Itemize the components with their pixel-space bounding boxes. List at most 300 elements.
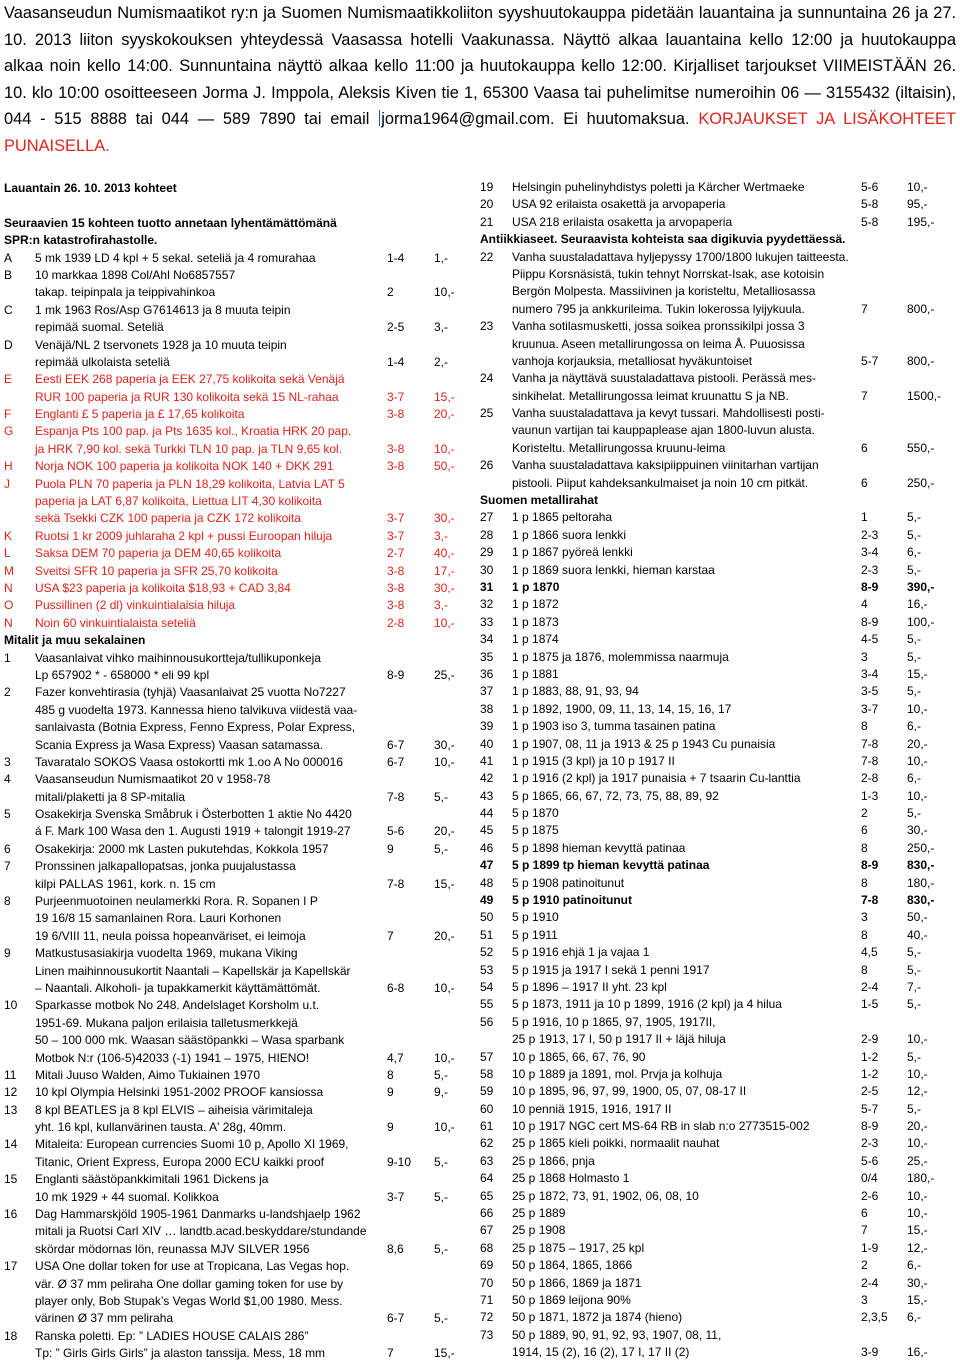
lot-price: 10,- xyxy=(434,754,455,769)
lot-row xyxy=(480,1257,960,1274)
lot-description: 19 16/8 15 samanlainen Rora. Lauri Korhonen xyxy=(35,911,282,926)
lot-condition: 3-7 xyxy=(387,511,405,526)
lot-condition: 3-7 xyxy=(387,1189,405,1204)
lot-row xyxy=(480,1083,960,1100)
lot-price: 10,- xyxy=(434,1050,455,1065)
lot-description: Espanja Pts 100 pap. ja Pts 1635 kol., Kroatia HRK 20 pap. xyxy=(35,424,352,439)
lot-number: 22 xyxy=(480,249,494,264)
intro-email-text: jorma1964@gmail.com. Ei huutomaksua. xyxy=(381,110,699,128)
lot-number: 23 xyxy=(480,319,494,334)
lot-description: Englanti säästöpankkimitali 1961 Dickens ja xyxy=(35,1172,269,1187)
lot-number: 45 xyxy=(480,823,494,838)
lot-number: 34 xyxy=(480,632,494,647)
lot-price: 3,- xyxy=(434,320,449,335)
lot-price: 5,- xyxy=(434,1154,449,1169)
lot-price: 180,- xyxy=(907,875,935,890)
lot-row xyxy=(4,510,456,527)
lot-condition: 2-8 xyxy=(387,615,405,630)
lot-number: N xyxy=(4,580,13,595)
lot-price: 5,- xyxy=(434,1311,449,1326)
lot-description: vanhoja korjauksia, metalliosat hyväkuntoiset xyxy=(512,353,753,368)
lot-description: Tp: ” Girls Girls Girls” ja alaston tanssija. Mess, 18 mm xyxy=(35,1346,326,1361)
lot-row xyxy=(4,945,456,962)
section-heading: Lauantain 26. 10. 2013 kohteet xyxy=(4,181,177,195)
lot-description: kruunua. Aseen metallirungossa on leima Å. Puuosissa xyxy=(512,336,805,351)
lot-description: Scania Express ja Wasa Express) Vaasan satamassa. xyxy=(35,737,324,752)
lot-price: 17,- xyxy=(434,563,455,578)
lot-row xyxy=(480,266,960,283)
lot-price: 20,- xyxy=(907,1119,928,1134)
lot-description: Pussillinen (2 dl) vinkuintialaisia hiluja xyxy=(35,598,236,613)
lot-number: 31 xyxy=(480,579,494,594)
lot-row xyxy=(480,527,960,544)
lot-row xyxy=(4,1276,456,1293)
lot-row xyxy=(4,1084,456,1101)
lot-number: 60 xyxy=(480,1101,494,1116)
lot-number: 1 xyxy=(4,650,11,665)
lot-condition: 2-4 xyxy=(861,1275,879,1290)
lot-description: Sparkasse motbok No 248. Andelslaget Korsholm u.t. xyxy=(35,998,320,1013)
lot-number: 56 xyxy=(480,1014,494,1029)
lot-condition: 8-9 xyxy=(387,667,405,682)
lot-condition: 9-10 xyxy=(387,1154,412,1169)
lot-condition: 3-7 xyxy=(387,389,405,404)
lot-price: 95,- xyxy=(907,197,928,212)
lot-condition: 1-4 xyxy=(387,354,405,369)
lot-price: 5,- xyxy=(907,997,922,1012)
lot-row xyxy=(480,1031,960,1048)
lot-description: USA One dollar token for use at Tropicana, Las Vegas hop. xyxy=(35,1259,350,1274)
lot-description: Purjeenmuotoinen neulamerkki Rora. R. Sopanen I P xyxy=(35,894,318,909)
lot-description: 1 p 1872 xyxy=(512,597,559,612)
lot-price: 25,- xyxy=(434,667,455,682)
lot-condition: 5-6 xyxy=(861,1153,879,1168)
lot-price: 5,- xyxy=(907,562,922,577)
lot-condition: 2-9 xyxy=(861,1032,879,1047)
lot-description: 25 p 1875 – 1917, 25 kpl xyxy=(512,1240,645,1255)
lot-condition: 2-8 xyxy=(861,771,879,786)
lot-price: 5,- xyxy=(907,649,922,664)
lot-condition: 5-6 xyxy=(861,180,879,194)
lot-condition: 3-8 xyxy=(387,598,405,613)
lot-row xyxy=(4,1223,456,1240)
lot-price: 5,- xyxy=(434,789,449,804)
lot-condition: 7 xyxy=(861,388,868,403)
lot-description: sinkihelat. Metallirungossa leimat kruunattu S ja NB. xyxy=(512,388,789,403)
lot-row xyxy=(4,1189,456,1206)
lot-condition: 3-5 xyxy=(861,684,879,699)
lot-price: 30,- xyxy=(434,580,455,595)
lot-condition: 5-7 xyxy=(861,353,879,368)
lot-description: 1951-69. Mukana paljon erilaisia talletusmerkkejä xyxy=(35,1015,298,1030)
lot-description: 19 6/VIII 11, neula poissa hopeanväriset, ei leimoja xyxy=(35,928,306,943)
lot-number: D xyxy=(4,337,13,352)
lot-description: 1 p 1869 suora lenkki, hieman karstaa xyxy=(512,562,715,577)
lot-price: 5,- xyxy=(907,945,922,960)
lot-price: 30,- xyxy=(434,511,455,526)
lot-price: 5,- xyxy=(907,684,922,699)
lot-description: 1 p 1892, 1900, 09, 11, 13, 14, 15, 16, 17 xyxy=(512,701,732,716)
lot-description: 50 p 1871, 1872 ja 1874 (hieno) xyxy=(512,1310,683,1325)
lot-row xyxy=(480,1344,960,1361)
lot-condition: 3-8 xyxy=(387,441,405,456)
lot-row xyxy=(4,389,456,406)
lot-row xyxy=(4,806,456,823)
lot-description: Motbok N:r (106-5)42033 (-1) 1941 – 1975, HIENO! xyxy=(35,1050,310,1065)
lot-price: 5,- xyxy=(434,1189,449,1204)
lot-description: 1 p 1875 ja 1876, molemmissa naarmuja xyxy=(512,649,729,664)
lot-row xyxy=(4,1293,456,1310)
lot-number: 61 xyxy=(480,1119,494,1134)
lot-description: 50 p 1866, 1869 ja 1871 xyxy=(512,1275,642,1290)
lot-number: 62 xyxy=(480,1136,494,1151)
lot-row xyxy=(480,544,960,561)
lot-row xyxy=(4,963,456,980)
lot-number: 7 xyxy=(4,859,11,874)
lot-description: sekä Tsekki CZK 100 paperia ja CZK 172 kolikoita xyxy=(35,511,301,526)
section-heading: SPR:n katastrofirahastolle. xyxy=(4,233,158,248)
lot-number: G xyxy=(4,424,14,439)
lot-row xyxy=(480,753,960,770)
lot-price: 10,- xyxy=(907,701,928,716)
lot-number: 21 xyxy=(480,214,494,229)
lot-condition: 3-7 xyxy=(387,528,405,543)
lot-number: 2 xyxy=(4,685,11,700)
lot-condition: 1-5 xyxy=(861,997,879,1012)
section-heading: Antiikkiaseet. Seuraavista kohteista saa digikuvia pyydettäessä. xyxy=(480,232,846,247)
lot-description: 50 p 1869 leijona 90% xyxy=(512,1293,631,1307)
lot-description: 5 p 1899 tp hieman kevyttä patinaa xyxy=(512,858,710,873)
lot-price: 830,- xyxy=(907,893,935,908)
lot-condition: 3-7 xyxy=(861,701,879,716)
lot-description: Ranska poletti. Ep: ” LADIES HOUSE CALAIS 286” xyxy=(35,1328,309,1343)
lot-condition: 6 xyxy=(861,475,868,490)
lot-condition: 7 xyxy=(387,1346,394,1361)
lot-description: 25 p 1866, pnja xyxy=(512,1153,595,1168)
lot-description: Norja NOK 100 paperia ja kolikoita NOK 140 + DKK 291 xyxy=(35,459,334,474)
lot-description: Osakekirja Svenska Småbruk i Österbotten 1 aktie No 4420 xyxy=(35,807,352,822)
lot-number: A xyxy=(4,250,13,265)
lot-description: Mitali Juuso Walden, Aimo Tukiainen 1970 xyxy=(35,1067,261,1082)
lot-row xyxy=(4,493,456,510)
lot-condition: 9 xyxy=(387,841,394,856)
lot-condition: 7 xyxy=(861,1223,868,1238)
lot-row xyxy=(480,927,960,944)
lot-number: 59 xyxy=(480,1084,494,1099)
lot-price: 30,- xyxy=(434,737,455,752)
lot-row xyxy=(4,1102,456,1119)
lot-description: repimää ulkolaista seteliä xyxy=(35,354,170,369)
lot-row xyxy=(4,719,456,736)
lot-condition: 8 xyxy=(861,962,868,977)
lot-number: 40 xyxy=(480,736,494,751)
lot-description: 1 p 1874 xyxy=(512,632,559,647)
lot-row xyxy=(4,441,456,458)
lot-row xyxy=(4,1032,456,1049)
lot-condition: 3-9 xyxy=(861,1345,879,1360)
lot-condition: 4,5 xyxy=(861,945,878,960)
corrections-notice: KORJAUKSET JA LISÄKOHTEET PUNAISELLA. xyxy=(4,110,957,155)
lot-condition: 3-8 xyxy=(387,563,405,578)
lot-description: Vaasanseudun Numismaatikot 20 v 1958-78 xyxy=(35,772,271,787)
lot-condition: 3-8 xyxy=(387,407,405,422)
lot-condition: 2 xyxy=(861,1258,868,1273)
lot-row xyxy=(480,214,960,231)
lot-description: 5 p 1870 xyxy=(512,806,559,821)
lot-description: Linen maihinnousukortit Naantali – Kapellskär ja Kapellskär xyxy=(35,963,351,978)
lot-description: Vanha ja näyttävä suustaladattava pistooli. Perässä mes- xyxy=(512,371,816,386)
lot-row xyxy=(480,631,960,648)
lot-row xyxy=(4,1258,456,1275)
lot-row xyxy=(480,318,960,335)
lot-number: 9 xyxy=(4,946,11,961)
lot-price: 15,- xyxy=(434,876,455,891)
lot-description: Lp 657902 * - 658000 * eli 99 kpl xyxy=(35,667,210,682)
lot-description: Vanha suustaladattava kaksipiippuinen viinitarhan vartijan xyxy=(512,458,819,473)
lot-price: 5,- xyxy=(907,1049,922,1064)
lot-description: USA 218 erilaista osaketta ja arvopaperia xyxy=(512,214,733,229)
lot-condition: 8-9 xyxy=(861,614,879,629)
lot-number: 29 xyxy=(480,545,494,560)
lot-description: Saksa DEM 70 paperia ja DEM 40,65 kolikoita xyxy=(35,546,282,561)
lot-number: 50 xyxy=(480,910,494,925)
lot-row xyxy=(480,770,960,787)
lot-row xyxy=(480,1240,960,1257)
lot-row xyxy=(4,337,456,354)
lot-row xyxy=(4,823,456,840)
lot-row xyxy=(480,736,960,753)
lot-row xyxy=(4,1328,456,1345)
lot-number: 53 xyxy=(480,962,494,977)
lot-description: 1 p 1867 pyöreä lenkki xyxy=(512,545,633,560)
lot-description: 5 p 1915 ja 1917 I sekä 1 penni 1917 xyxy=(512,962,710,977)
lot-row xyxy=(480,1135,960,1152)
lot-number: 27 xyxy=(480,510,494,525)
lot-row xyxy=(4,476,456,493)
lot-price: 20,- xyxy=(434,824,455,839)
lot-row xyxy=(480,614,960,631)
lot-description: 10 p 1865, 66, 67, 76, 90 xyxy=(512,1049,646,1064)
lot-description: 5 p 1916, 10 p 1865, 97, 1905, 1917II, xyxy=(512,1014,716,1029)
lot-condition: 2-6 xyxy=(861,1188,879,1203)
lot-description: Dag Hammarskjöld 1905-1961 Danmarks u-landshjaelp 1962 xyxy=(35,1207,361,1222)
lot-number: 67 xyxy=(480,1223,494,1238)
lot-row xyxy=(480,1153,960,1170)
lot-description: Vanha suustaladattava ja kevyt tussari. Mahdollisesti posti- xyxy=(512,406,825,421)
lot-number: 49 xyxy=(480,893,494,908)
lot-number: E xyxy=(4,372,13,387)
section-heading: Suomen metallirahat xyxy=(480,493,599,508)
lot-description: 1 p 1903 iso 3, tumma tasainen patina xyxy=(512,719,716,734)
lot-description: 5 p 1910 patinoitunut xyxy=(512,893,633,908)
lot-price: 10,- xyxy=(907,1206,928,1221)
lot-description: numero 795 ja ankkurileima. Tukin lokerossa lyijykuula. xyxy=(512,301,805,316)
lot-price: 40,- xyxy=(434,546,455,561)
lot-description: player only, Bob Stupak’s Vegas World $1,00 1980. Mess. xyxy=(35,1294,343,1308)
lot-price: 10,- xyxy=(434,980,455,995)
lot-condition: 3-4 xyxy=(861,666,879,681)
lot-price: 6,- xyxy=(907,719,922,734)
lot-row xyxy=(480,1222,960,1239)
lot-number: O xyxy=(4,598,14,613)
lot-number: J xyxy=(4,476,10,491)
lot-row xyxy=(480,962,960,979)
lot-condition: 6-8 xyxy=(387,980,405,995)
lot-condition: 7-8 xyxy=(387,876,405,891)
lot-number: 63 xyxy=(480,1153,494,1168)
lot-description: 5 p 1896 – 1917 II yht. 23 kpl xyxy=(512,979,667,994)
lot-row xyxy=(480,1101,960,1118)
lot-description: 5 p 1910 xyxy=(512,910,559,925)
lot-description: 5 p 1865, 66, 67, 72, 73, 75, 88, 89, 92 xyxy=(512,788,719,803)
lot-price: 800,- xyxy=(907,353,935,368)
lot-condition: 8 xyxy=(861,875,868,890)
lot-description: 5 p 1875 xyxy=(512,823,559,838)
lot-row xyxy=(480,388,960,405)
lot-number: N xyxy=(4,615,13,630)
lot-row xyxy=(480,405,960,422)
lot-description: 1 p 1870 xyxy=(512,579,560,594)
lot-price: 800,- xyxy=(907,301,935,316)
lot-row xyxy=(480,944,960,961)
lot-price: 6,- xyxy=(907,771,922,786)
lot-price: 16,- xyxy=(907,1345,928,1360)
lot-number: 26 xyxy=(480,458,494,473)
lot-price: 100,- xyxy=(907,614,935,629)
lot-number: 38 xyxy=(480,701,494,716)
lot-row xyxy=(4,1345,456,1362)
lot-condition: 8-9 xyxy=(861,1119,879,1134)
lot-row xyxy=(480,1309,960,1326)
lot-description: 1 p 1907, 08, 11 ja 1913 & 25 p 1943 Cu punaisia xyxy=(512,736,776,751)
lot-description: Ruotsi 1 kr 2009 juhlaraha 2 kpl + pussi Euroopan hiluja xyxy=(35,528,333,543)
lot-row xyxy=(4,789,456,806)
lot-number: 41 xyxy=(480,753,494,768)
lot-number: 32 xyxy=(480,597,494,612)
lot-condition: 8 xyxy=(861,927,868,942)
lot-condition: 8 xyxy=(387,1067,394,1082)
lot-price: 10,- xyxy=(434,285,455,300)
lot-row xyxy=(480,370,960,387)
section-heading: Mitalit ja muu sekalainen xyxy=(4,633,146,648)
lot-row xyxy=(480,718,960,735)
lot-row xyxy=(4,771,456,788)
lot-price: 830,- xyxy=(907,858,935,873)
lot-row xyxy=(480,805,960,822)
lot-number: 37 xyxy=(480,684,494,699)
lot-condition: 3-8 xyxy=(387,459,405,474)
lot-number: K xyxy=(4,528,13,543)
lot-description: Helsingin puhelinyhdistys poletti ja Kärcher Wertmaeke xyxy=(512,180,805,194)
lot-price: 6,- xyxy=(907,1258,922,1273)
lot-price: 1500,- xyxy=(907,388,942,403)
lot-condition: 7 xyxy=(387,928,394,943)
lot-row xyxy=(480,788,960,805)
intro-text: Vaasanseudun Numismaatikot ry:n ja Suomen Numismaatikkoliiton syyshuutokauppa pidetään lauantaina ja sunnuntaina 26 ja 27. 10. 2013 liiton syyskokouksen yhteydessä Vaasassa hotelli Vaakunassa. Näyttö alkaa lauantaina kello 12:00 ja huutokauppa alkaa noin kello 14:00. Sunnuntaina näyttö alkaa kello 11:00 ja huutokauppa kello 12:00. Kirjalliset tarjoukset VIIMEISTÄÄN 26. 10. klo 10:00 osoitteeseen Jorma J. Imppola, Aleksis Kiven tie 1, 65300 Vaasa tai puhelimitse numeroihin 06 — 3155432 (iltaisin), 044 - 515 8888 tai 044 — 589 7890 tai email xyxy=(4,4,956,128)
lot-row xyxy=(480,596,960,613)
lot-row xyxy=(480,875,960,892)
lot-condition: 2-5 xyxy=(861,1084,879,1099)
lot-condition: 2-4 xyxy=(861,979,879,994)
lot-price: 2,- xyxy=(434,354,449,369)
left-column xyxy=(4,180,456,1363)
lot-row xyxy=(480,1327,960,1344)
right-column xyxy=(480,179,960,1362)
lot-number: 69 xyxy=(480,1258,494,1273)
lot-condition: 3 xyxy=(861,1293,868,1307)
lot-number: 13 xyxy=(4,1102,18,1117)
lot-number: 43 xyxy=(480,788,494,803)
lot-price: 5,- xyxy=(907,1101,922,1116)
lot-description: 25 p 1908 xyxy=(512,1223,566,1238)
lot-description: Pronssinen jalkapallopatsas, jonka puujalustassa xyxy=(35,859,296,874)
lot-price: 390,- xyxy=(907,579,935,594)
lot-price: 10,- xyxy=(434,1120,455,1135)
lot-row xyxy=(4,1241,456,1258)
lot-number: 18 xyxy=(4,1328,18,1343)
lot-price: 250,- xyxy=(907,475,935,490)
lot-description: 5 p 1873, 1911 ja 10 p 1899, 1916 (2 kpl) ja 4 hilua xyxy=(512,997,782,1012)
lot-price: 20,- xyxy=(434,928,455,943)
lot-row xyxy=(480,283,960,300)
lot-number: 70 xyxy=(480,1275,494,1290)
lot-condition: 2-3 xyxy=(861,1136,879,1151)
lot-description: 50 p 1864, 1865, 1866 xyxy=(512,1258,633,1273)
lot-row xyxy=(4,737,456,754)
lot-description: 25 p 1913, 17 I, 50 p 1917 II + läjä hiluja xyxy=(512,1032,726,1047)
lot-row xyxy=(4,250,456,267)
lot-row xyxy=(480,301,960,318)
lot-description: Sveitsi SFR 10 paperia ja SFR 25,70 kolikoita xyxy=(35,563,278,578)
lot-description: 1 p 1915 (3 kpl) ja 10 p 1917 II xyxy=(512,753,675,768)
lot-condition: 2-7 xyxy=(387,546,405,561)
lot-number: 42 xyxy=(480,771,494,786)
lot-condition: 9 xyxy=(387,1085,394,1100)
lot-price: 16,- xyxy=(907,597,928,612)
lot-price: 10,- xyxy=(907,180,928,194)
lot-row xyxy=(4,1310,456,1327)
lot-number: C xyxy=(4,302,13,317)
lot-condition: 1 xyxy=(861,510,868,525)
section-heading: Seuraavien 15 kohteen tuotto annetaan lyhentämättömänä xyxy=(4,215,337,230)
lot-price: 10,- xyxy=(907,788,928,803)
lot-row xyxy=(480,701,960,718)
lot-price: 180,- xyxy=(907,1171,935,1186)
lot-description: pistooli. Piiput kahdeksankulmaiset ja noin 10 cm pitkät. xyxy=(512,475,809,490)
lot-condition: 3 xyxy=(861,910,868,925)
lot-price: 12,- xyxy=(907,1084,928,1099)
lot-description: 25 p 1889 xyxy=(512,1206,566,1221)
lot-condition: 7-8 xyxy=(387,789,405,804)
lot-row xyxy=(480,422,960,439)
lot-description: 1 p 1866 suora lenkki xyxy=(512,527,627,542)
lot-number: 8 xyxy=(4,894,11,909)
lot-condition: 6 xyxy=(861,440,868,455)
lot-description: Eesti EEK 268 paperia ja EEK 27,75 kolikoita sekä Venäjä xyxy=(35,372,345,387)
lot-description: takap. teipinpala ja teippivahinkoa xyxy=(35,285,216,300)
spacer xyxy=(4,197,456,214)
lot-number: 4 xyxy=(4,772,11,787)
lot-row xyxy=(4,910,456,927)
lot-price: 1,- xyxy=(434,250,449,265)
lot-price: 10,- xyxy=(434,615,455,630)
lot-price: 30,- xyxy=(907,1275,928,1290)
lot-description: 5 mk 1939 LD 4 kpl + 5 sekal. seteliä ja 4 romurahaa xyxy=(35,250,316,265)
lot-row xyxy=(480,1205,960,1222)
lot-condition: 5-6 xyxy=(387,824,405,839)
lot-description: Vanha sotilasmusketti, jossa soikea pronssikilpi jossa 3 xyxy=(512,319,805,334)
lot-condition: 7-8 xyxy=(861,736,879,751)
